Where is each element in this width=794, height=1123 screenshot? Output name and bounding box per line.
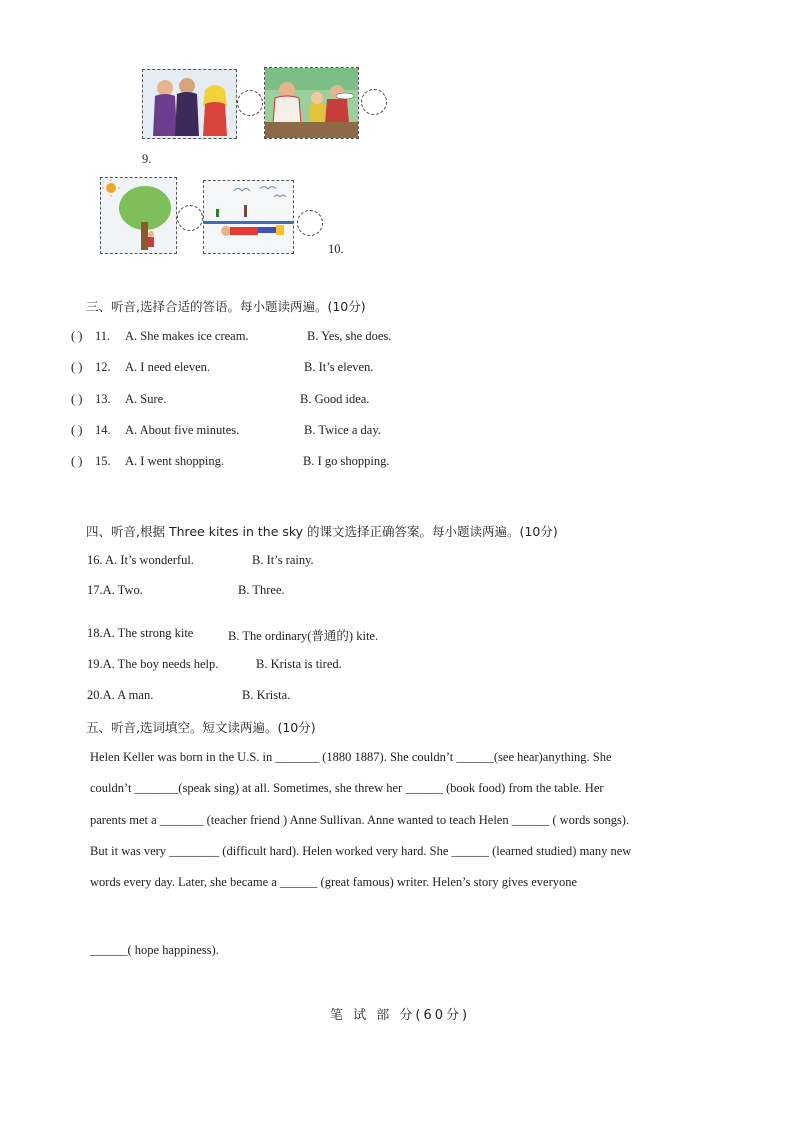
answer-circle[interactable] <box>237 90 263 116</box>
answer-circle[interactable] <box>297 210 323 236</box>
passage-line: But it was very ________ (difficult hard). Helen worked very hard. She ______ (learned studied) many new <box>90 844 632 858</box>
picture-tree-sun <box>100 177 177 254</box>
answer-bracket[interactable]: ( ) <box>71 360 83 374</box>
picture-family-talking <box>142 69 237 139</box>
answer-bracket[interactable]: ( ) <box>71 454 83 468</box>
answer-circle[interactable] <box>177 205 203 231</box>
option-b: B. It’s eleven. <box>304 360 374 374</box>
picture-family-dinner <box>264 67 359 139</box>
option-b: B. Twice a day. <box>304 423 381 437</box>
written-part-title: 笔 试 部 分(60分) <box>330 1008 471 1023</box>
option-a: A. About five minutes. <box>125 423 240 437</box>
answer-circle[interactable] <box>361 89 387 115</box>
option-a: A. I need eleven. <box>125 360 211 374</box>
answer-bracket[interactable]: ( ) <box>71 423 83 437</box>
question-number: 14. <box>95 423 111 437</box>
passage-line: couldn’t _______(speak sing) at all. Sometimes, she threw her ______ (book food) from the table. Her <box>90 781 604 795</box>
item-number-10: 10. <box>328 242 344 256</box>
passage-line: parents met a _______ (teacher friend ) Anne Sullivan. Anne wanted to teach Helen ______ ( words songs). <box>90 813 630 827</box>
question-number: 12. <box>95 360 111 374</box>
passage-line: ______( hope happiness). <box>90 943 219 957</box>
item-number-9: 9. <box>142 152 152 166</box>
section-4-title: 四、听音,根据 Three kites in the sky 的课文选择正确答案。每小题读两遍。(10分) <box>86 524 558 539</box>
answer-bracket[interactable]: ( ) <box>71 392 83 406</box>
section-5-title: 五、听音,选词填空。短文读两遍。(10分) <box>86 720 316 735</box>
picture-kid-lying <box>203 180 294 254</box>
option-b: B. Good idea. <box>300 392 370 406</box>
option-a: 18.A. The strong kite <box>87 626 194 640</box>
option-b: B. Krista is tired. <box>256 657 342 671</box>
option-b: B. The ordinary(普通的) kite. <box>228 629 379 643</box>
question-number: 15. <box>95 454 111 468</box>
option-a: A. Sure. <box>125 392 167 406</box>
option-a: 20.A. A man. <box>87 688 154 702</box>
option-a: A. She makes ice cream. <box>125 329 249 343</box>
section-3-title: 三、听音,选择合适的答语。每小题读两遍。(10分) <box>86 299 366 314</box>
option-a: A. I went shopping. <box>125 454 224 468</box>
option-b: B. Yes, she does. <box>307 329 392 343</box>
option-b: B. I go shopping. <box>303 454 390 468</box>
option-b: B. It’s rainy. <box>252 553 314 567</box>
option-a: 19.A. The boy needs help. <box>87 657 219 671</box>
answer-bracket[interactable]: ( ) <box>71 329 83 343</box>
option-a: 16. A. It’s wonderful. <box>87 553 194 567</box>
option-b: B. Three. <box>238 583 285 597</box>
option-b: B. Krista. <box>242 688 291 702</box>
passage-line: Helen Keller was born in the U.S. in _______ (1880 1887). She couldn’t ______(see hear)anything. She <box>90 750 612 764</box>
passage-line: words every day. Later, she became a ______ (great famous) writer. Helen’s story gives everyone <box>90 875 578 889</box>
question-number: 13. <box>95 392 111 406</box>
option-a: 17.A. Two. <box>87 583 143 597</box>
question-number: 11. <box>95 329 111 343</box>
